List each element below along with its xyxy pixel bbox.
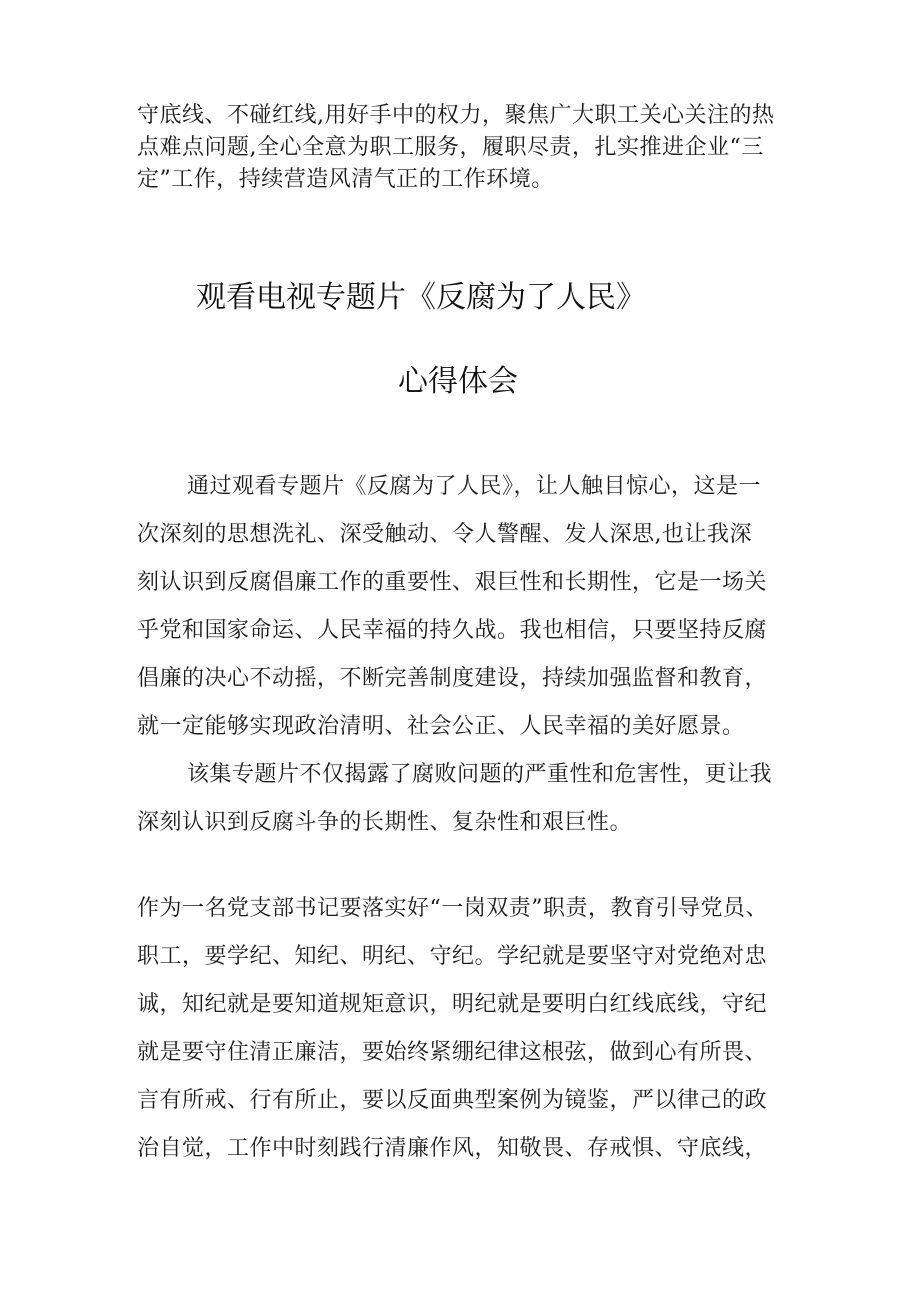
text-line: 通过观看专题片《反腐为了人民》，让人触目惊心，这是一 [187, 474, 762, 499]
text-line: 点难点问题,全心全意为职工服务，履职尽责，扎实推进企业“三 [137, 135, 764, 160]
article-title: 观看电视专题片《反腐为了人民》 [196, 280, 646, 315]
text-line: 治自觉，工作中时刻践行清廉作风，知敬畏、存戒惧、守底线， [137, 1136, 768, 1161]
text-line: 职工，要学纪、知纪、明纪、守纪。学纪就是要坚守对党绝对忠 [137, 944, 768, 969]
text-line: 乎党和国家命运、人民幸福的持久战。我也相信，只要坚持反腐 [137, 618, 768, 643]
text-line: 言有所戒、行有所止，要以反面典型案例为镜鉴，严以律己的政 [137, 1088, 768, 1113]
text-line: 守底线、不碰红线,用好手中的权力，聚焦广大职工关心关注的热 [137, 103, 775, 128]
text-line: 刻认识到反腐倡廉工作的重要性、艰巨性和长期性，它是一场关 [137, 570, 768, 595]
article-subtitle: 心得体会 [398, 364, 518, 399]
text-line: 该集专题片不仅揭露了腐败问题的严重性和危害性，更让我 [187, 762, 773, 787]
text-line: 诚，知纪就是要知道规矩意识，明纪就是要明白红线底线，守纪 [137, 992, 768, 1017]
text-line: 深刻认识到反腐斗争的长期性、复杂性和艰巨性。 [137, 810, 633, 835]
text-line: 就一定能够实现政治清明、社会公正、人民幸福的美好愿景。 [137, 714, 745, 739]
text-line: 次深刻的思想洗礼、深受触动、令人警醒、发人深思,也让我深 [137, 522, 752, 547]
text-line: 就是要守住清正廉洁，要始终紧绷纪律这根弦，做到心有所畏、 [137, 1040, 768, 1065]
text-line: 定”工作，持续营造风清气正的工作环境。 [137, 167, 554, 192]
text-line: 作为一名党支部书记要落实好“一岗双责”职责，教育引导党员、 [137, 896, 768, 921]
text-line: 倡廉的决心不动摇，不断完善制度建设，持续加强监督和教育， [137, 666, 768, 691]
